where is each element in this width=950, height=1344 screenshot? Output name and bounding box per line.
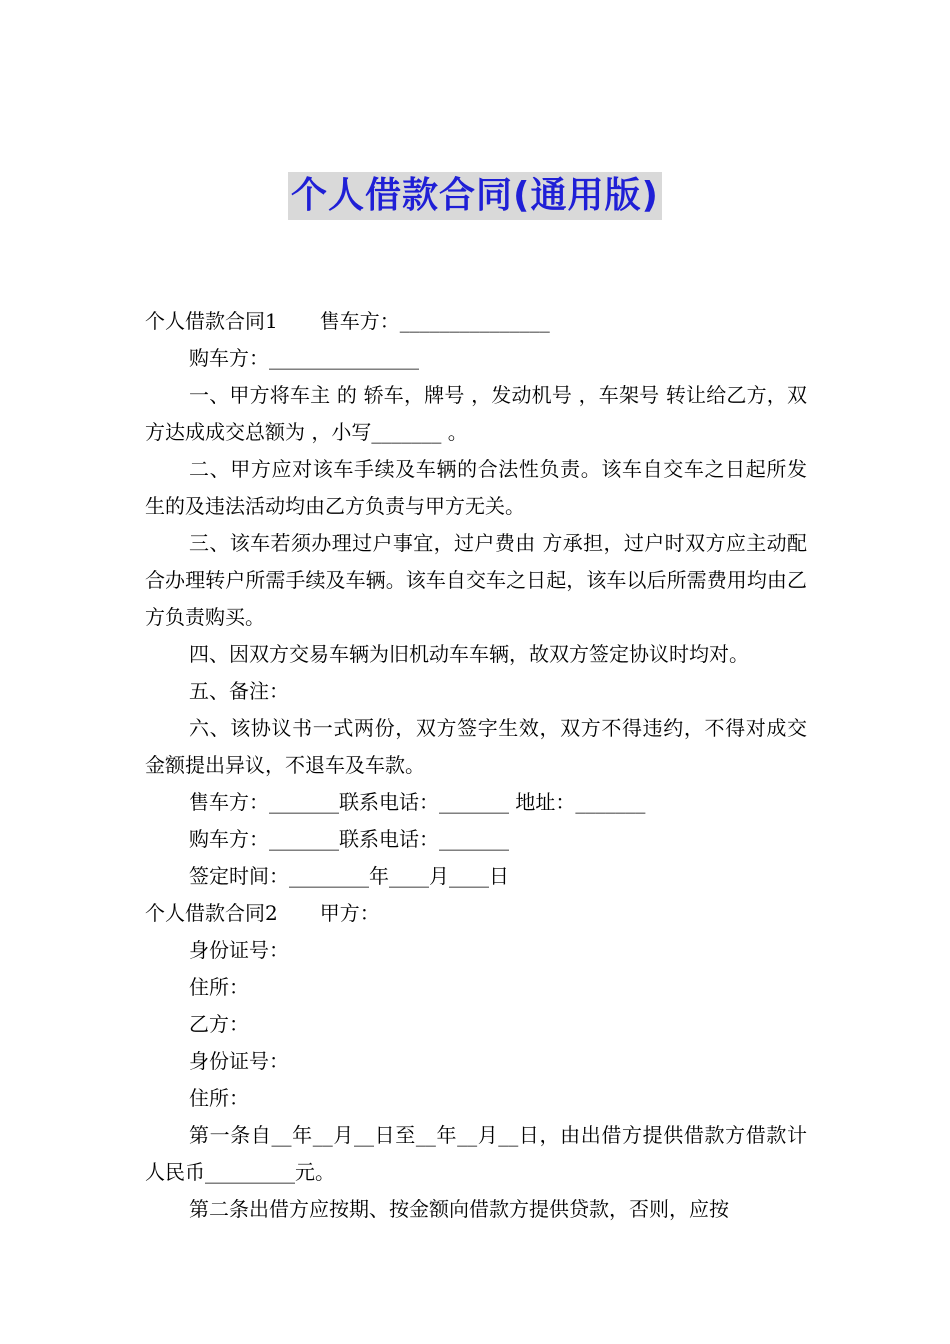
title-container bbox=[0, 172, 950, 220]
paragraph: 第一条自__年__月__日至__年__月__日，由出借方提供借款方借款计人民币_________元。 bbox=[145, 1123, 807, 1184]
paragraph-text: 售车方：_______________ bbox=[319, 309, 550, 333]
paragraph-contract-1-seller bbox=[145, 303, 807, 340]
paragraph: 售车方：_______联系电话：_______ 地址：_______ bbox=[189, 790, 646, 814]
paragraph: 购车方：_______________ bbox=[189, 346, 419, 370]
paragraph: 四、因双方交易车辆为旧机动车车辆，故双方签定协议时均对。 bbox=[189, 642, 749, 666]
document-body bbox=[145, 303, 807, 1228]
paragraph: 三、该车若须办理过户事宜，过户费由 方承担，过户时双方应主动配合办理转户所需手续及车辆。该车自交车之日起，该车以后所需费用均由乙方负责购买。 bbox=[145, 531, 807, 629]
paragraph: 五、备注： bbox=[189, 679, 289, 703]
paragraph-text: 甲方： bbox=[319, 901, 380, 925]
document-title: 个人借款合同(通用版) bbox=[288, 172, 662, 220]
section-heading: 个人借款合同1 bbox=[145, 309, 278, 333]
paragraph: 乙方： bbox=[189, 1012, 249, 1036]
section-heading: 个人借款合同2 bbox=[145, 901, 278, 925]
paragraph: 住所： bbox=[189, 975, 249, 999]
paragraph: 身份证号： bbox=[189, 938, 289, 962]
paragraph: 第二条出借方应按期、按金额向借款方提供贷款，否则，应按 bbox=[189, 1197, 729, 1221]
paragraph-contract-2-party-a bbox=[145, 895, 807, 932]
paragraph: 住所： bbox=[189, 1086, 249, 1110]
paragraph: 身份证号： bbox=[189, 1049, 289, 1073]
paragraph: 一、甲方将车主 的 轿车，牌号 ，发动机号 ，车架号 转让给乙方，双方达成成交总额为 ，小写_______ 。 bbox=[145, 383, 807, 444]
paragraph: 六、该协议书一式两份，双方签字生效，双方不得违约，不得对成交金额提出异议，不退车及车款。 bbox=[145, 716, 807, 777]
paragraph: 购车方：_______联系电话：_______ bbox=[189, 827, 509, 851]
paragraph: 签定时间：________年____月____日 bbox=[189, 864, 509, 888]
paragraph: 二、甲方应对该车手续及车辆的合法性负责。该车自交车之日起所发生的及违法活动均由乙方负责与甲方无关。 bbox=[145, 457, 807, 518]
